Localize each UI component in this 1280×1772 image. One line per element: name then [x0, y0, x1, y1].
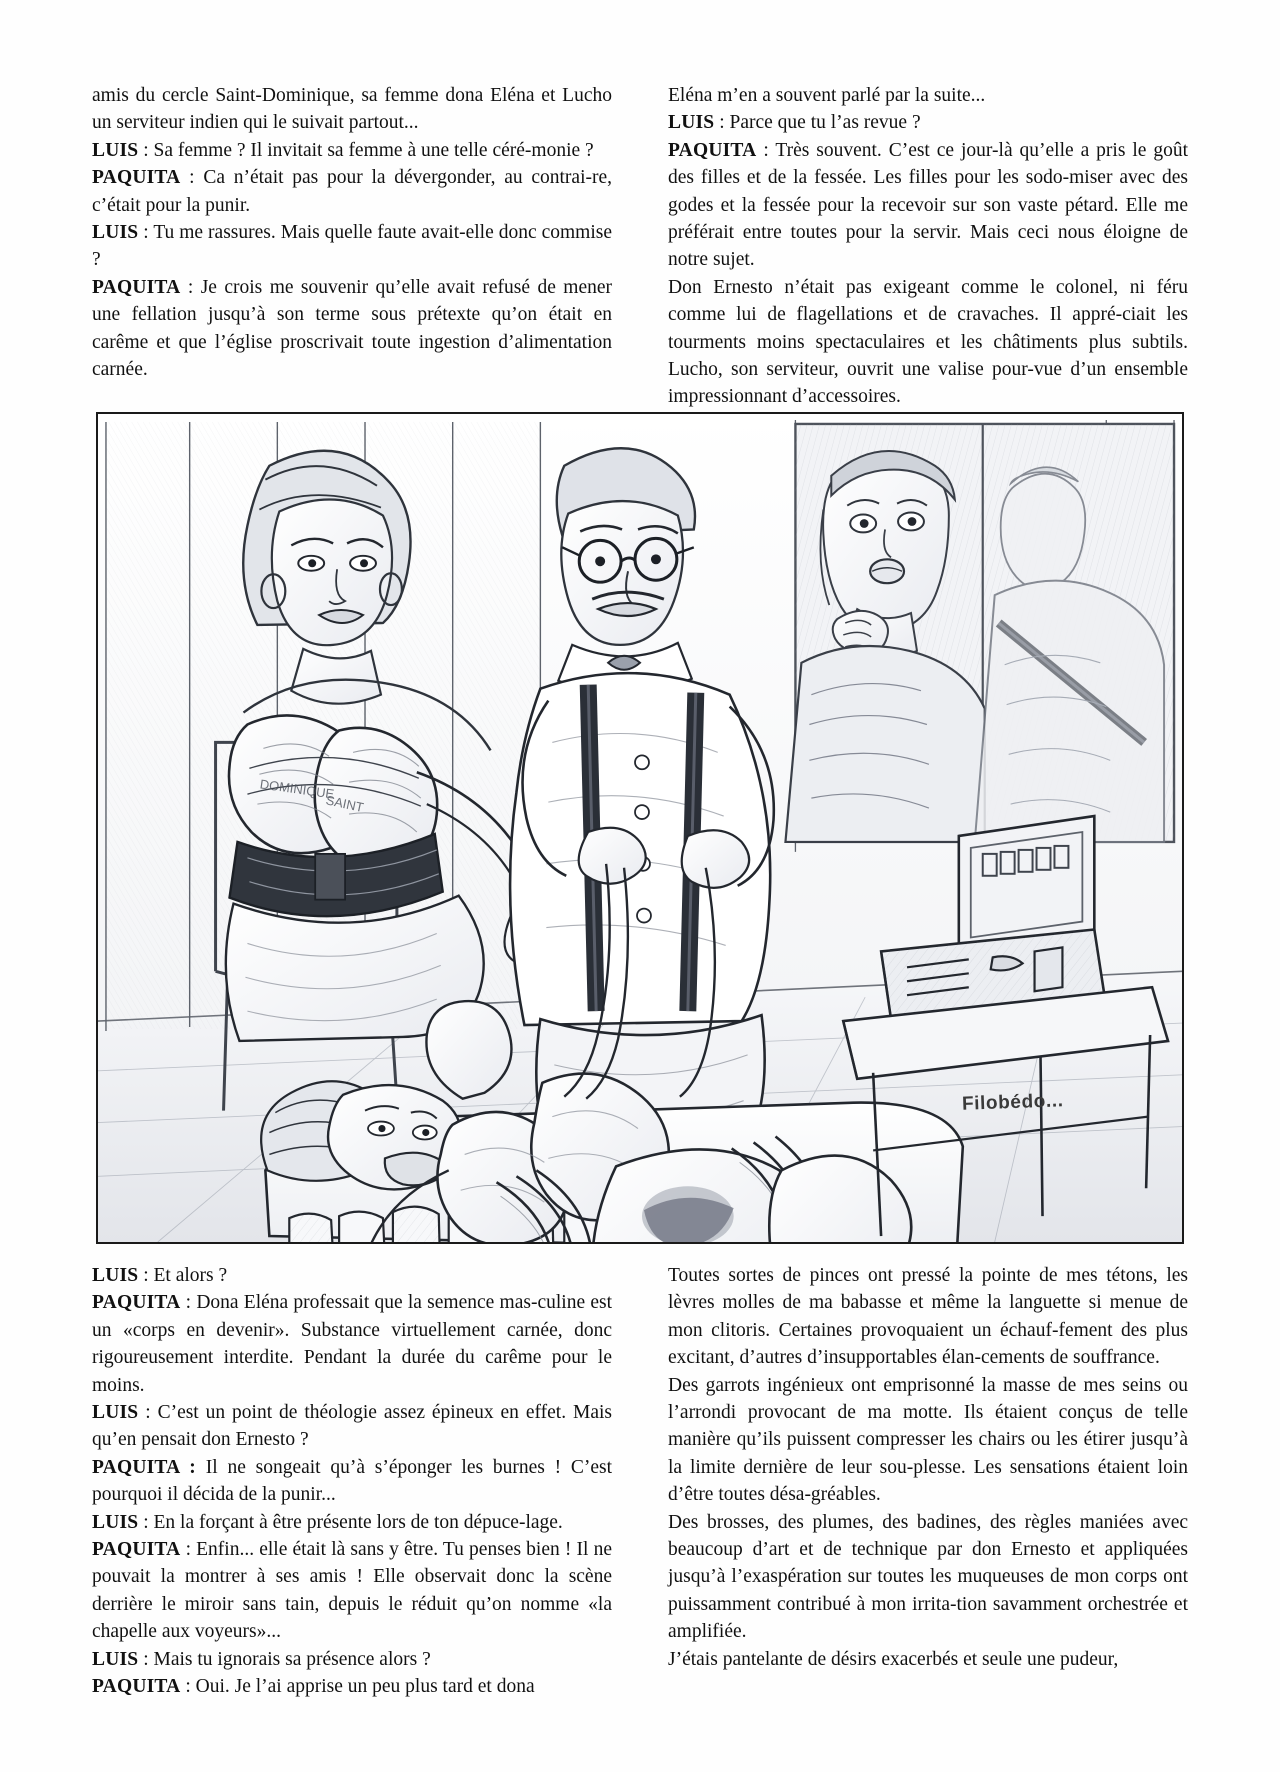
illustration-drawing [98, 414, 1182, 1242]
paragraph [92, 1289, 612, 1399]
paragraph-text: : Ca n’était pas pour la dévergonder, au contrai-re, c’était pour la punir. [92, 167, 612, 216]
paragraph-text: : Tu me rassures. Mais quelle faute avait-elle donc commise ? [92, 222, 612, 271]
paragraph-text: : Oui. Je l’ai apprise un peu plus tard et dona [180, 1676, 535, 1698]
speaker-label: LUIS [92, 1402, 139, 1424]
paragraph-text: : Je crois me souvenir qu’elle avait refusé de mener une fellation jusqu’à son terme sous prétexte qu’on était en carême et que l’église proscrivait toute ingestion d’alimentation carnée. [92, 276, 612, 381]
bottom-left-column [92, 1262, 612, 1701]
paragraph-text: : Enfin... elle était là sans y être. Tu penses bien ! Il ne pouvait la montrer à ses amis ! Elle observait donc la scène derrière le miroir sans tain, depuis le réduit qu’on nomme «la chapelle aux voyeurs»... [92, 1539, 612, 1643]
paragraph-text: : Sa femme ? Il invitait sa femme à une telle céré-monie ? [138, 139, 594, 161]
paragraph [92, 1509, 612, 1536]
paragraph-text: : Parce que tu l’as revue ? [714, 112, 921, 134]
top-text-block [0, 0, 1280, 411]
paragraph-text: Don Ernesto n’était pas exigeant comme le colonel, ni féru comme lui de flagellations et de cravaches. Il appré-ciait les tourments moins spectaculaires et les châtiments plus subtils. Lucho, son serviteur, ouvrit une valise pour-vue d’un ensemble impressionnant d’accessoires. [668, 276, 1188, 408]
artist-signature: Filobédo... [962, 1090, 1065, 1115]
illustration-panel [96, 412, 1184, 1244]
paragraph-text: : Mais tu ignorais sa présence alors ? [138, 1648, 431, 1670]
speaker-label: PAQUITA [92, 167, 181, 189]
speaker-label: PAQUITA [92, 1292, 181, 1314]
paragraph-text: : C’est un point de théologie assez épineux en effet. Mais qu’en pensait don Ernesto ? [92, 1402, 612, 1451]
paragraph-text: Des brosses, des plumes, des badines, des règles maniées avec beaucoup d’art et de technique par don Ernesto et appliquées jusqu’à l’exaspération sur toutes les muqueuses de mon corps ont puissamment contribué à mon irrita-tion savamment orchestrée et amplifiée. [668, 1511, 1188, 1643]
paragraph-text: Eléna m’en a souvent parlé par la suite... [668, 85, 986, 106]
paragraph [92, 219, 612, 274]
speaker-label: PAQUITA [92, 1676, 181, 1698]
paragraph-text: : Et alors ? [138, 1265, 228, 1286]
paragraph [92, 1262, 612, 1289]
speaker-label: LUIS [668, 112, 715, 134]
bottom-right-column [668, 1262, 1188, 1701]
bottom-text-block [0, 1262, 1280, 1701]
paragraph [92, 1673, 612, 1700]
speaker-label: LUIS [92, 222, 139, 244]
svg-text:SAINT: SAINT [324, 792, 365, 815]
speaker-label: PAQUITA [92, 1539, 181, 1561]
paragraph [668, 274, 1188, 411]
paragraph-text: amis du cercle Saint-Dominique, sa femme dona Eléna et Lucho un serviteur indien qui le suivait partout... [92, 85, 612, 134]
paragraph [92, 1536, 612, 1646]
paragraph-text: Toutes sortes de pinces ont pressé la pointe de mes tétons, les lèvres molles de ma babasse et même la languette si menue de mon clitoris. Certaines provoquaient un échauf-fement des plus excitant, d’autres d’insupportables élan-cements de souffrance. [668, 1265, 1188, 1369]
speaker-label: LUIS [92, 1648, 139, 1670]
paragraph-text: : Dona Eléna professait que la semence mas-culine est un «corps en devenir». Substance virtuellement carnée, donc rigoureusement interdite. Pendant la durée du carême pour le moins. [92, 1292, 612, 1396]
paragraph-text: : Très souvent. C’est ce jour-là qu’elle a pris le goût des filles et de la fessée. Les filles pour les sodo-miser avec des godes et la fessée pour la recevoir sur son vaste pétard. Elle me préférait entre toutes pour la servir. Mais ceci nous éloigne de notre sujet. [668, 139, 1188, 271]
paragraph [92, 274, 612, 384]
speaker-label: PAQUITA [92, 276, 181, 298]
paragraph [92, 1646, 612, 1673]
paragraph [668, 109, 1188, 136]
svg-text:DOMINIQUE: DOMINIQUE [258, 776, 336, 802]
top-right-column [668, 82, 1188, 411]
paragraph [92, 82, 612, 137]
paragraph [668, 137, 1188, 274]
paragraph [668, 82, 1188, 109]
paragraph [668, 1372, 1188, 1509]
paragraph [668, 1646, 1188, 1673]
paragraph [668, 1262, 1188, 1372]
speaker-label: LUIS [92, 1511, 139, 1533]
paragraph [92, 137, 612, 164]
paragraph-text: : En la forçant à être présente lors de ton dépuce-lage. [138, 1511, 563, 1533]
paragraph [92, 1454, 612, 1509]
speaker-label: LUIS [92, 1265, 139, 1286]
paragraph [92, 1399, 612, 1454]
speaker-label: PAQUITA [668, 139, 757, 161]
speaker-label: PAQUITA : [92, 1456, 197, 1478]
top-left-column [92, 82, 612, 411]
paragraph [92, 164, 612, 219]
paragraph [668, 1509, 1188, 1646]
speaker-label: LUIS [92, 139, 139, 161]
paragraph-text: Il ne songeait qu’à s’éponger les burnes ! C’est pourquoi il décida de la punir... [92, 1456, 613, 1506]
paragraph-text: Des garrots ingénieux ont emprisonné la masse de mes seins ou l’arrondi provocant de ma motte. Ils étaient conçus de telle manière qu’ils puissent compresser les chairs ou les étirer jusqu’à la limite dernière de leur sou-plesse. Les sensations étaient loin d’être toutes désa-gréables. [668, 1374, 1188, 1506]
paragraph-text: J’étais pantelante de désirs exacerbés et seule une pudeur, [668, 1648, 1119, 1670]
window-observer-group [785, 424, 1174, 842]
